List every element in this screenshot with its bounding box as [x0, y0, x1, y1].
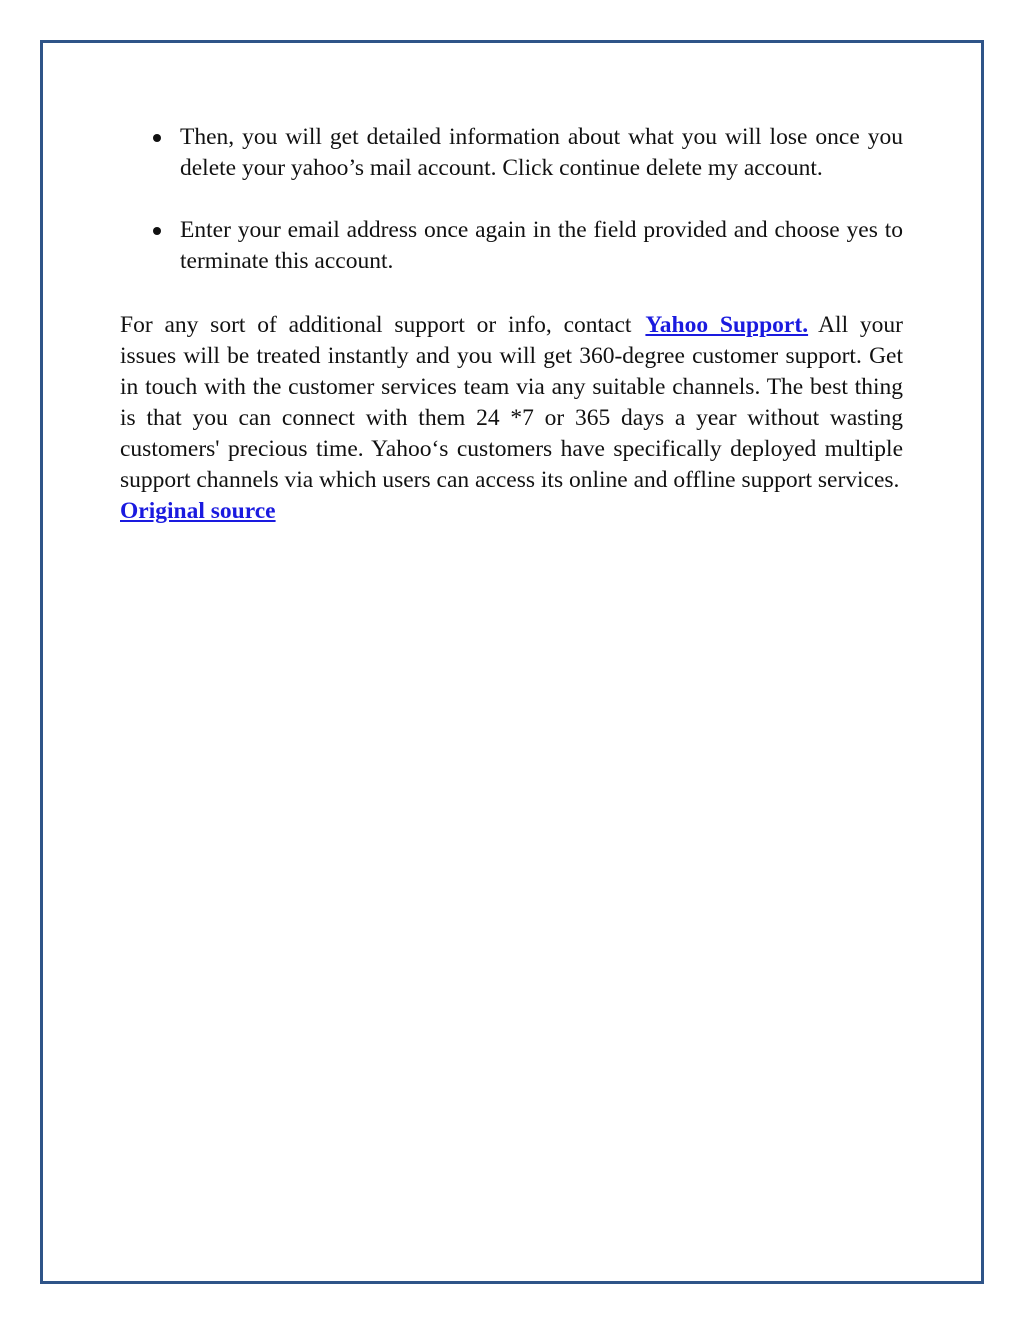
paragraph-text-after-link: All your issues will be treated instantly and you will get 360-degree customer support. Get in touch with the customer services team via any suitable channels. The best thing is that you can connect with them 24 *7 or 365 days a year without wasting customers' precious time. Yahoo‘s customers have specifically deployed multiple support channels via which users can access its online and offline support services.: [120, 312, 903, 493]
list-item: [120, 122, 903, 184]
paragraph-text-before-link: For any sort of additional support or info, contact: [120, 312, 632, 338]
list-item-text: Enter your email address once again in the field provided and choose yes to terminate this account.: [180, 217, 903, 274]
support-paragraph: [120, 308, 903, 496]
list-item-text: Then, you will get detailed information about what you will lose once you delete your yahoo’s mail account. Click continue delete my account.: [180, 124, 903, 181]
instruction-list: [120, 122, 903, 277]
source-line: [120, 496, 903, 527]
original-source-link[interactable]: Original source: [120, 498, 276, 524]
list-item: [120, 215, 903, 277]
bullet-icon: [153, 227, 161, 235]
document-body: [120, 122, 903, 527]
yahoo-support-link[interactable]: Yahoo Support.: [645, 312, 809, 338]
bullet-icon: [153, 134, 161, 142]
